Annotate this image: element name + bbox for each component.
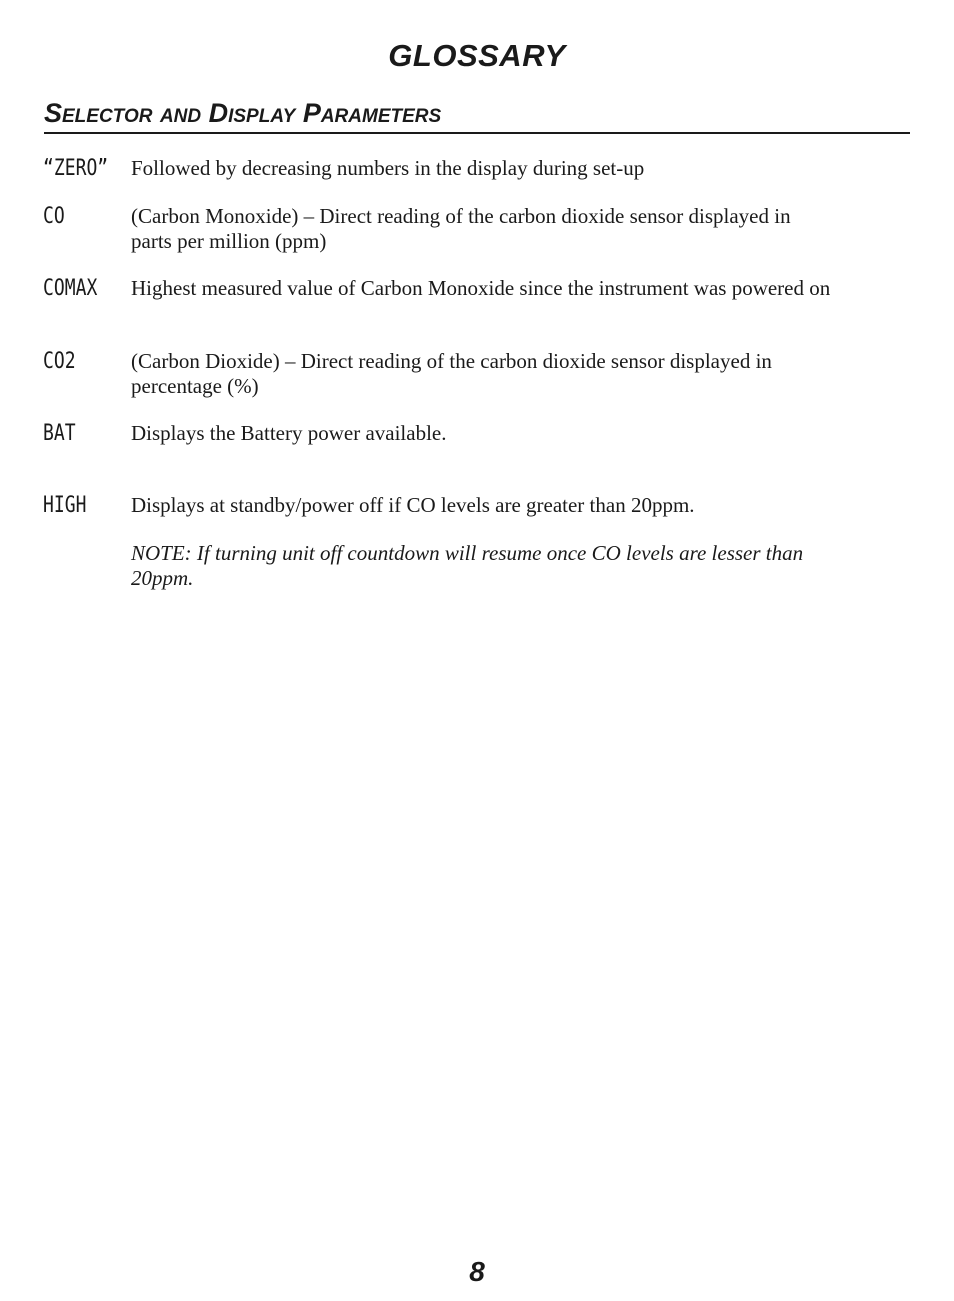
glossary-note: NOTE: If turning unit off countdown will resume once CO levels are lesser than 20ppm. [131, 541, 804, 590]
glossary-definition: (Carbon Monoxide) – Direct reading of the carbon dioxide sensor displayed in parts per million (ppm) [131, 204, 791, 253]
glossary-definition: Followed by decreasing numbers in the display during set-up [131, 156, 645, 180]
page-title: GLOSSARY [388, 38, 566, 73]
glossary-term: BAT [43, 421, 76, 446]
glossary-definition: Displays the Battery power available. [131, 421, 447, 445]
glossary-definition: Displays at standby/power off if CO levels are greater than 20ppm. [131, 493, 695, 517]
glossary-term: CO2 [43, 349, 76, 374]
glossary-term: CO [43, 204, 65, 229]
glossary-definition: (Carbon Dioxide) – Direct reading of the carbon dioxide sensor displayed in percentage (%) [131, 349, 772, 398]
glossary-term: HIGH [43, 493, 87, 518]
page-number: 8 [469, 1256, 485, 1287]
glossary-definition: Highest measured value of Carbon Monoxide since the instrument was powered on [131, 276, 831, 300]
glossary-term: COMAX [43, 276, 98, 301]
section-title: Selector and Display Parameters [44, 96, 910, 134]
glossary-term: “ZERO” [43, 156, 109, 181]
